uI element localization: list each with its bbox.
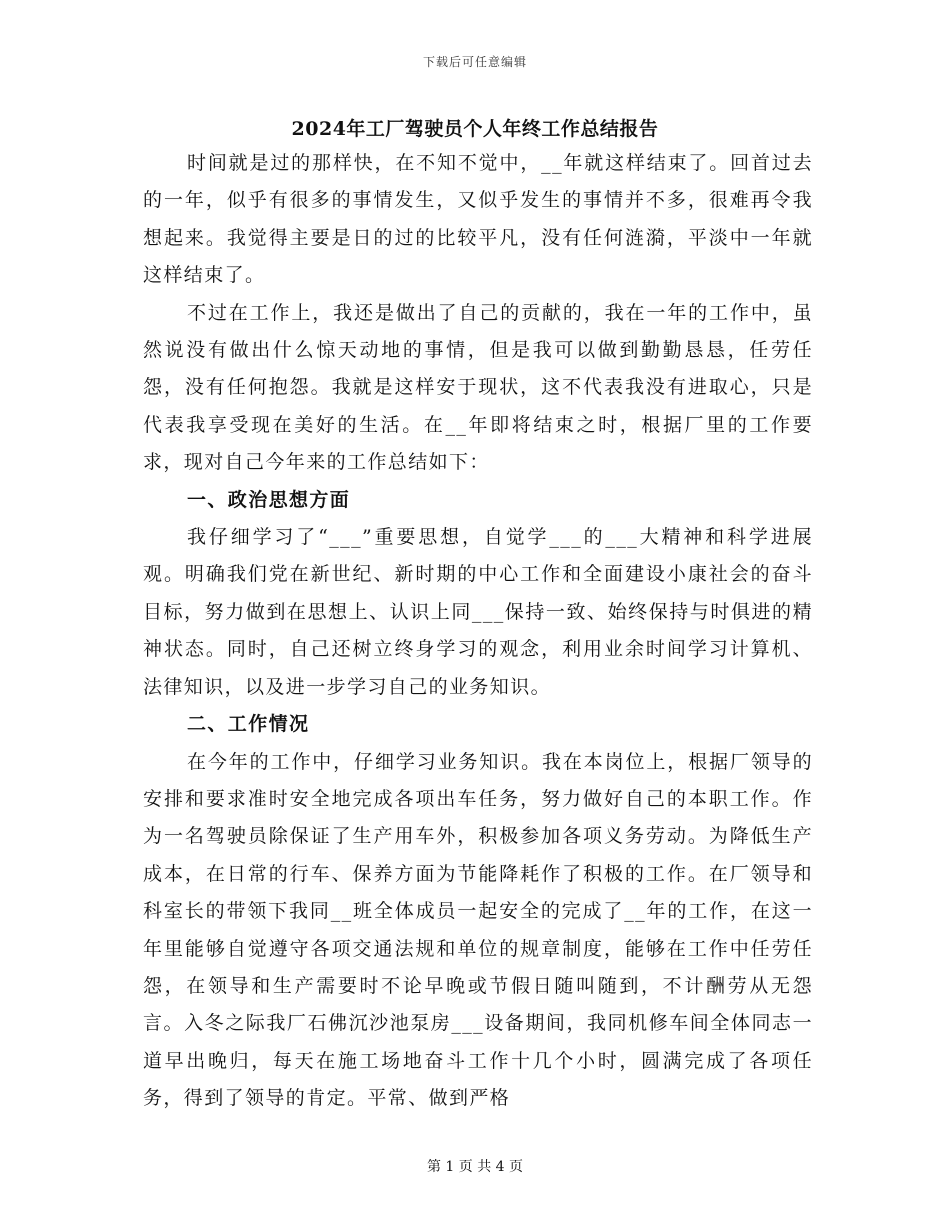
- politics-paragraph: 我仔细学习了“___”重要思想，自觉学___的___大精神和科学进展观。明确我们党在新世纪、新时期的中心工作和全面建设小康社会的奋斗目标，努力做到在思想上、认识上同___保持一致、始终保持与时俱进的精神状态。同时，自己还树立终身学习的观念，利用业余时间学习计算机、法律知识，以及进一步学习自己的业务知识。: [143, 526, 813, 698]
- page-footer: 第 1 页 共 4 页: [426, 1159, 524, 1175]
- section-heading-work: 二、工作情况: [187, 713, 310, 736]
- intro-paragraph-1: 时间就是过的那样快，在不知不觉中，__年就这样结束了。回首过去的一年，似乎有很多的事情发生，又似乎发生的事情并不多，很难再令我想起来。我觉得主要是日的过的比较平凡，没有任何涟漪，平淡中一年就这样结束了。: [143, 152, 813, 287]
- page-header: 下载后可任意编辑: [422, 55, 527, 69]
- document-body: [143, 145, 813, 1118]
- intro-paragraph-2: 不过在工作上，我还是做出了自己的贡献的，我在一年的工作中，虽然说没有做出什么惊天动地的事情，但是我可以做到勤勤恳恳，任劳任怨，没有任何抱怨。我就是这样安于现状，这不代表我没有进取心，只是代表我享受现在美好的生活。在__年即将结束之时，根据厂里的工作要求，现对自己今年来的工作总结如下：: [143, 301, 813, 474]
- work-paragraph: 在今年的工作中，仔细学习业务知识。我在本岗位上，根据厂领导的安排和要求准时安全地完成各项出车任务，努力做好自己的本职工作。作为一名驾驶员除保证了生产用车外，积极参加各项义务劳动。为降低生产成本，在日常的行车、保养方面为节能降耗作了积极的工作。在厂领导和科室长的带领下我同__班全体成员一起安全的完成了__年的工作，在这一年里能够自觉遵守各项交通法规和单位的规章制度，能够在工作中任劳任怨，在领导和生产需要时不论早晚或节假日随叫随到，不计酬劳从无怨言。入冬之际我厂石佛沉沙池泵房___设备期间，我同机修车间全体同志一道早出晚归，每天在施工场地奋斗工作十几个小时，圆满完成了各项任务，得到了领导的肯定。平常、做到严格: [143, 750, 813, 1110]
- document-title: 2024年工厂驾驶员个人年终工作总结报告: [291, 118, 659, 140]
- section-heading-politics: 一、政治思想方面: [187, 488, 351, 511]
